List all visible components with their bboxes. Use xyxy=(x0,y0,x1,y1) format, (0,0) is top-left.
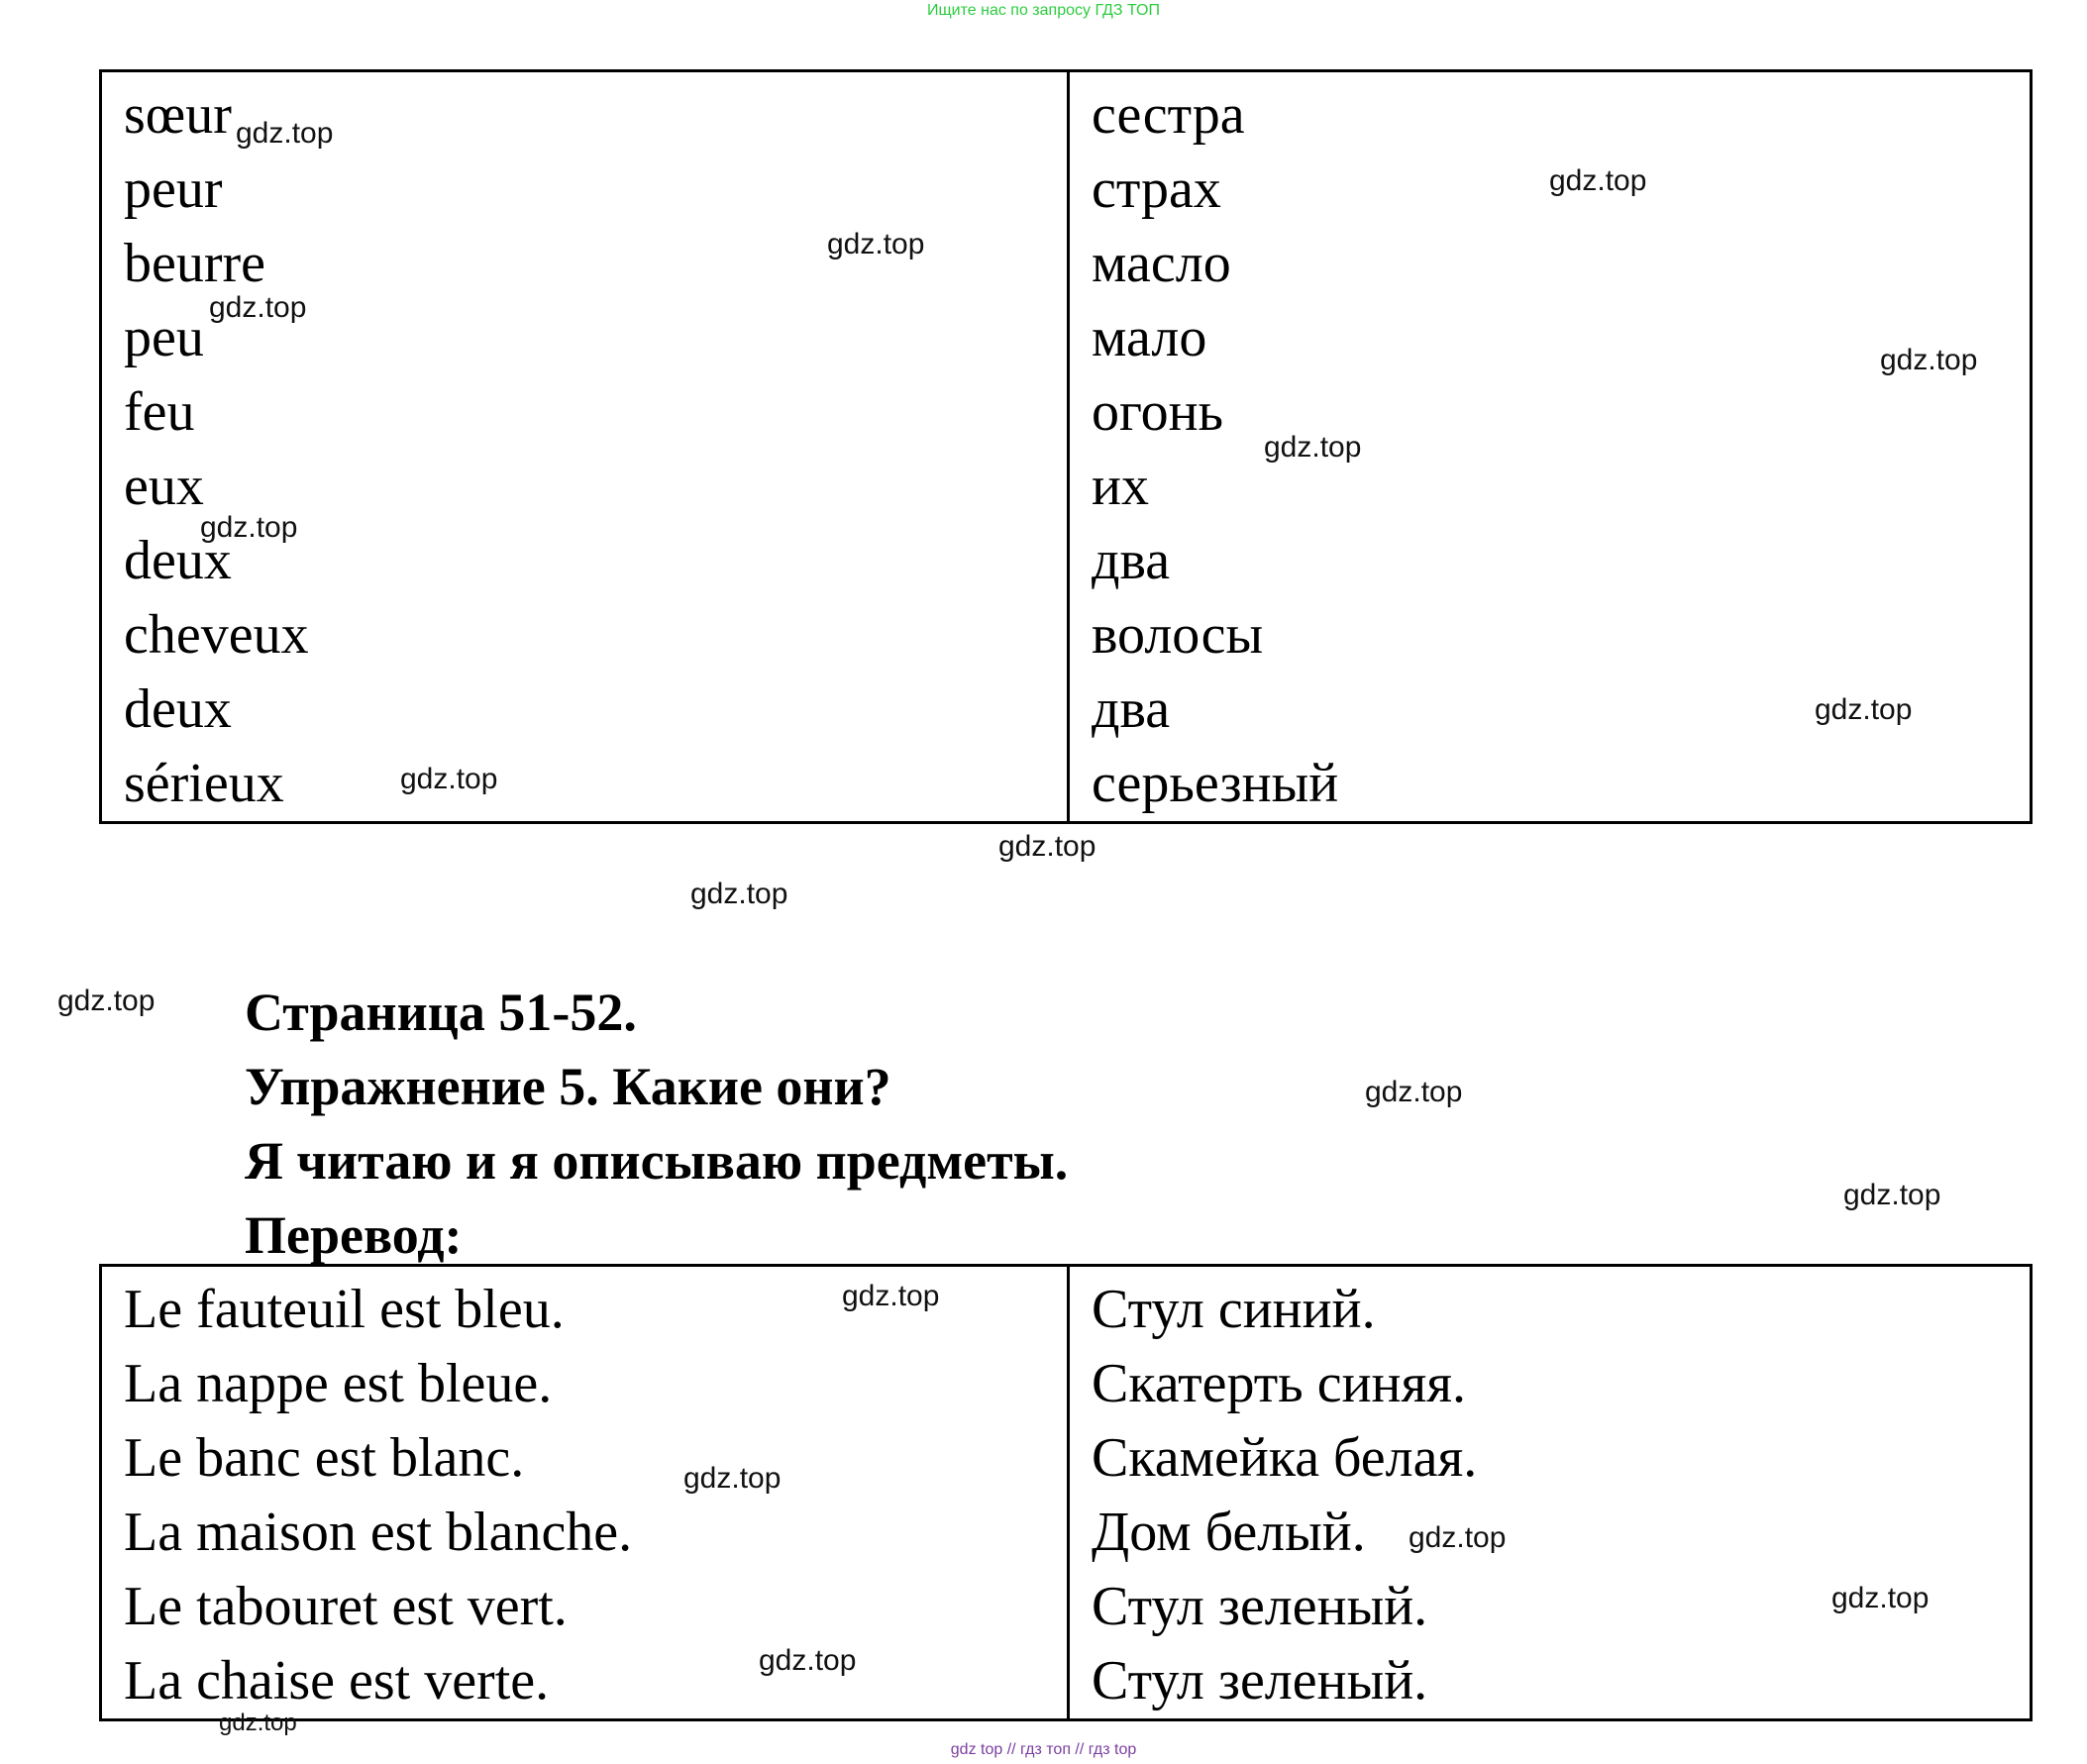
list-item: волосы xyxy=(1092,604,1264,666)
list-item: Дом белый. xyxy=(1092,1502,1366,1563)
vocabulary-table xyxy=(99,69,2033,824)
footer-banner[interactable]: gdz top // гдз топ // гдз top xyxy=(950,1741,1137,1758)
list-item: La nappe est bleue. xyxy=(124,1353,553,1414)
list-item: Стул синий. xyxy=(1092,1279,1376,1340)
table-row xyxy=(101,71,2032,823)
list-item: peu xyxy=(124,307,204,368)
list-item: страх xyxy=(1092,158,1221,220)
watermark: gdz.top xyxy=(1831,1582,1930,1614)
watermark: gdz.top xyxy=(219,1710,297,1736)
watermark: gdz.top xyxy=(1843,1179,1941,1211)
watermark: gdz.top xyxy=(400,763,498,795)
list-item: Le tabouret est vert. xyxy=(124,1576,568,1637)
list-item: beurre xyxy=(124,233,266,294)
top-banner[interactable]: Ищите нас по запросу ГДЗ ТОП xyxy=(927,2,1160,19)
watermark: gdz.top xyxy=(1880,344,1978,376)
french-column xyxy=(101,71,1069,823)
list-item: сестра xyxy=(1092,84,1245,146)
list-item: Скатерть синяя. xyxy=(1092,1353,1467,1414)
watermark: gdz.top xyxy=(200,511,298,544)
watermark: gdz.top xyxy=(683,1462,782,1495)
list-item: огонь xyxy=(1092,381,1224,443)
exercise-title: Упражнение 5. Какие они? xyxy=(245,1057,891,1116)
page-title: Страница 51-52. xyxy=(245,983,637,1042)
list-item: Стул зеленый. xyxy=(1092,1650,1428,1712)
list-item: feu xyxy=(124,381,195,443)
list-item: мало xyxy=(1092,307,1207,368)
watermark: gdz.top xyxy=(1815,693,1913,726)
list-item: La maison est blanche. xyxy=(124,1502,633,1563)
list-item: Стул зеленый. xyxy=(1092,1576,1428,1637)
list-item: Le banc est blanc. xyxy=(124,1427,525,1489)
exercise-subtitle: Я читаю и я описываю предметы. xyxy=(245,1131,1069,1191)
list-item: sérieux xyxy=(124,753,284,814)
list-item: cheveux xyxy=(124,604,309,666)
russian-column xyxy=(1069,1266,2032,1720)
list-item: deux xyxy=(124,530,232,591)
list-item: два xyxy=(1092,678,1171,740)
list-item: масло xyxy=(1092,233,1231,294)
watermark: gdz.top xyxy=(827,228,925,260)
watermark: gdz.top xyxy=(759,1644,857,1677)
list-item: серьезный xyxy=(1092,753,1339,814)
section-heading xyxy=(245,976,1068,1273)
watermark: gdz.top xyxy=(1549,164,1647,197)
list-item: их xyxy=(1092,456,1149,517)
watermark: gdz.top xyxy=(1409,1521,1507,1554)
list-item: eux xyxy=(124,456,204,517)
watermark: gdz.top xyxy=(209,291,307,324)
translation-table xyxy=(99,1264,2033,1721)
list-item: La chaise est verte. xyxy=(124,1650,550,1712)
watermark: gdz.top xyxy=(842,1280,940,1312)
translation-label: Перевод: xyxy=(245,1205,463,1265)
list-item: deux xyxy=(124,678,232,740)
watermark: gdz.top xyxy=(998,830,1096,863)
watermark: gdz.top xyxy=(690,878,788,910)
table-row xyxy=(101,1266,2032,1720)
watermark: gdz.top xyxy=(1264,431,1362,464)
watermark: gdz.top xyxy=(1365,1076,1463,1108)
list-item: Скамейка белая. xyxy=(1092,1427,1478,1489)
list-item: peur xyxy=(124,158,223,220)
list-item: sœur xyxy=(124,84,232,146)
list-item: два xyxy=(1092,530,1171,591)
french-column xyxy=(101,1266,1069,1720)
list-item: Le fauteuil est bleu. xyxy=(124,1279,565,1340)
watermark: gdz.top xyxy=(57,985,156,1017)
watermark: gdz.top xyxy=(236,117,334,150)
